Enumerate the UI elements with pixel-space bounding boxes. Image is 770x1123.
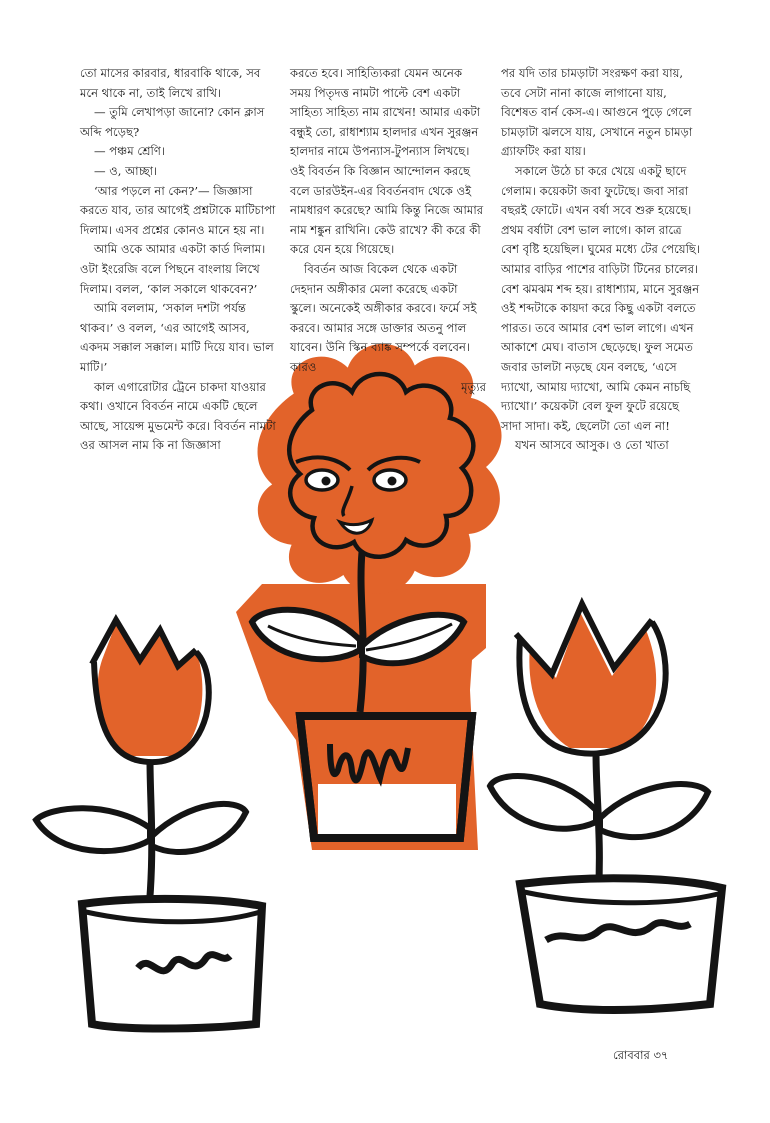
paragraph: — পঞ্চম শ্রেণি। (94, 144, 166, 159)
text-column-3 (501, 64, 701, 456)
paragraph: আমি ওকে আমার একটা কার্ড দিলাম। ওটা ইংরেজি বলে পিছনে বাংলায় লিখে দিলাম। বলল, ‘কাল সকালে থাকবেন?’ (80, 242, 266, 296)
paragraph: পর যদি তার চামড়াটা সংরক্ষণ করা যায়, তবে সেটা নানা কাজে লাগানো যায়, বিশেষত বার্ন কেস-এ। আগুনে পুড়ে গেলে চামড়াটা ঝলসে যায়, সেখানে নতুন চামড়া গ্র্যাফটিং করা যায়। (501, 66, 693, 159)
face-flower-head (289, 374, 473, 557)
text-column-2 (290, 64, 486, 397)
paragraph: করতে হবে। সাহিত্যিকরা যেমন অনেক সময় পিতৃদত্ত নামটা পাল্টে বেশ একটা সাহিত্য সাহিত্য নাম রাখেন! আমার একটা বন্ধুই তো, রাধাশ্যাম হালদার এখন সুরঞ্জন হালদার নামে উপন্যাস-টুপন্যাস লিখছে। ওই বিবর্তন কি বিজ্ঞান আন্দোলন করছে বলে ডারউইন-এর বিবর্তনবাদ থেকে ওই নামধারণ করেছে? আমি কিন্তু নিজে আমার নাম শঙ্কুন রাখিনি। কেউ রাখে? কী করে কী করে যেন হয়ে গিয়েছে। (290, 66, 484, 257)
paragraph: সকালে উঠে চা করে খেয়ে একটু ছাদে গেলাম। কয়েকটা জবা ফুটেছে। জবা সারা বছরই ফোটে। এখন বর্ষা সবে শুরু হয়েছে। প্রথম বর্ষাটা বেশ ভাল লাগে। কাল রাত্রে বেশ বৃষ্টি হয়েছিল। ঘুমের মধ্যে টের পেয়েছি। আমার বাড়ির পাশের বাড়িটা টিনের চালের। বেশ ঝমঝম শব্দ হয়। রাধাশ্যাম, মানে সুরঞ্জন ওই শব্দটাকে কায়দা করে কিছু একটা বলতে পারত। তবে আমার বেশ ভাল লাগে। এখন আকাশে মেঘ। বাতাস ছেড়েছে। ফুল সমেত জবার ডালটা নড়ছে যেন বলছে, ‘এসে দ্যাখো, আমায় দ্যাখো, আমি কেমন নাচছি দ্যাখো।’ কয়েকটা বেল ফুল ফুটে রয়েছে সাদা সাদা। কই, ছেলেটা তো এল না! (501, 163, 701, 433)
paragraph: যখন আসবে আসুক। ও তো খাতা (515, 438, 669, 453)
paragraph: — ও, আচ্ছা। (94, 163, 158, 178)
paragraph: ‘আর পড়লে না কেন?’— জিজ্ঞাসা করতে যাব, তার আগেই প্রশ্নটাকে মাটিচাপা দিলাম। এসব প্রশ্নের কোনও মানে হয় না। (80, 183, 276, 237)
left-tulip-plant (36, 618, 262, 1029)
right-tulip-plant (490, 604, 722, 1010)
page-footer-folio: রোববার ৩৭ (613, 1048, 669, 1062)
paragraph: মৃত্যুর (461, 379, 486, 394)
paragraph: কাল এগারোটার ট্রেনে চাকদা যাওয়ার কথা। ওখানে বিবর্তন নামে একটি ছেলে আছে, সায়েন্স মুভমেন্ট করে। বিবর্তন নামটা ওর আসল নাম কি না জিজ্ঞাসা (80, 379, 276, 453)
paragraph: তো মাসের কারবার, ধারবাকি থাকে, সব মনে থাকে না, তাই লিখে রাখি। (80, 66, 261, 100)
paragraph: আমি বললাম, ‘সকাল দশটা পর্যন্ত থাকব।’ ও বলল, ‘এর আগেই আসব, একদম সক্কাল সক্কাল। মাটি দিয়ে যাব। ভাল মাটি।’ (80, 301, 274, 374)
paragraph: — তুমি লেখাপড়া জানো? কোন ক্লাস অব্দি পড়েছ? (80, 105, 265, 139)
text-column-1 (80, 64, 278, 456)
paragraph: বিবর্তন আজ বিকেল থেকে একটা দেহদান অঙ্গীকার মেলা করেছে একটা স্কুলে। অনেকেই অঙ্গীকার করবে। ফর্মে সই করবে। আমার সঙ্গে ডাক্তার অতনু পাল যাবেন। উনি স্কিন ব্যাঙ্ক সম্পর্কে বলবেন। কারও (290, 261, 477, 374)
